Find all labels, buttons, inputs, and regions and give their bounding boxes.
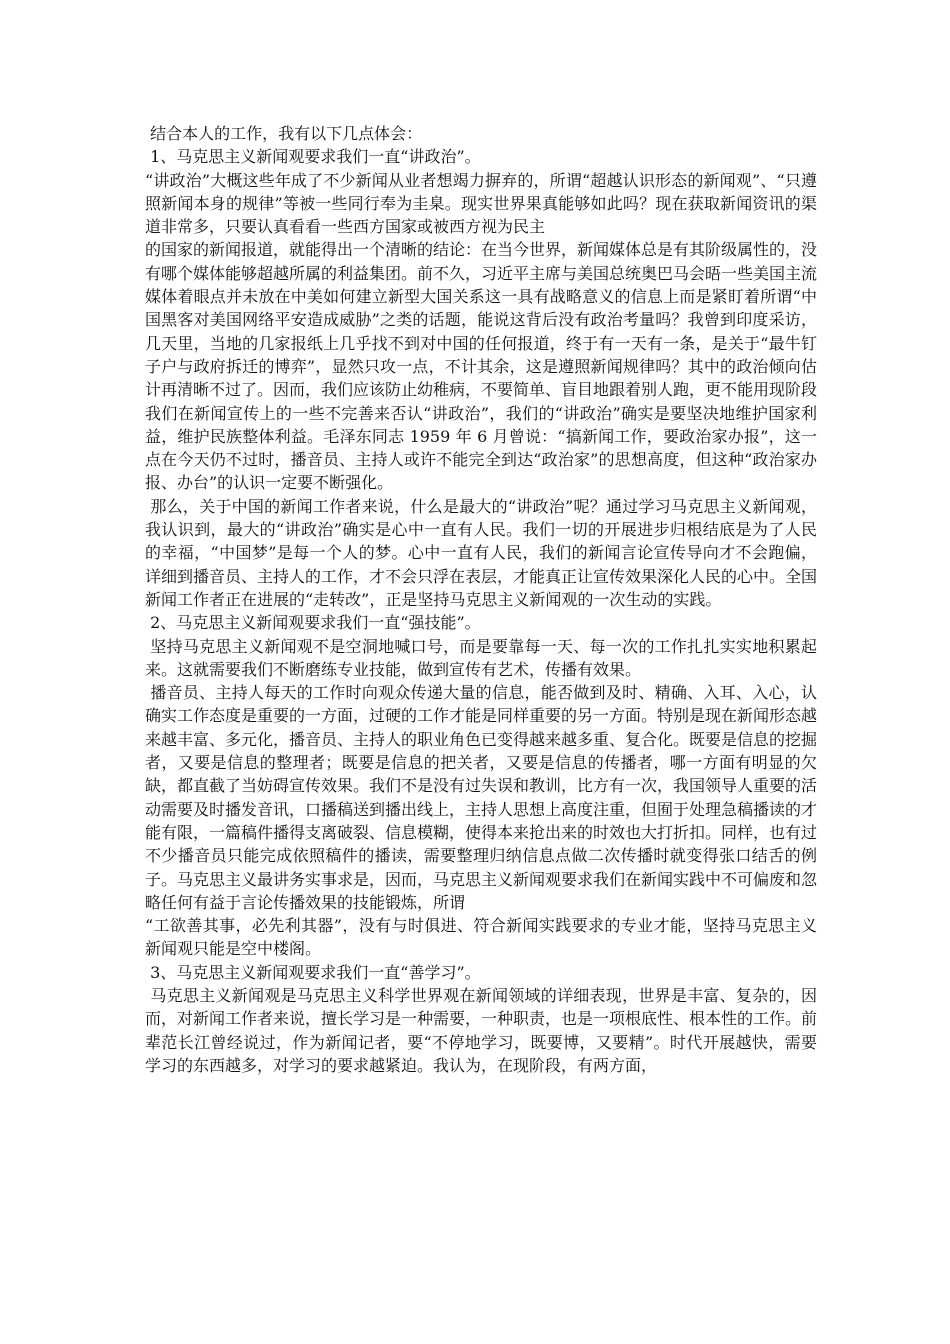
heading-point-1: 1、马克思主义新闻观要求我们一直“讲政治”。 <box>145 147 481 167</box>
paragraph: “工欲善其事，必先利其器”，没有与时俱进、符合新闻实践要求的专业才能，坚持马克思主义新闻观只能是空中楼阁。 <box>145 916 817 959</box>
paragraph: 播音员、主持人每天的工作时向观众传递大量的信息，能否做到及时、精确、入耳、入心，认确实工作态度是重要的一方面，过硬的工作才能是同样重要的另一方面。特别是现在新闻形态越来越丰富、多元化，播音员、主持人的职业角色已变得越来越多重、复合化。既要是信息的挖掘者，又要是信息的整理者；既要是信息的把关者，又要是信息的传播者，哪一方面有明显的欠缺，都直截了当妨碍宣传效果。我们不是没有过失误和教训，比方有一次，我国领导人重要的活动需要及时播发音讯，口播稿送到播出线上，主持人思想上高度注重，但囿于处理急稿播读的才能有限，一篇稿件播得支离破裂、信息模糊，使得本来抢出来的时效也大打折扣。同样，也有过不少播音员只能完成依照稿件的播读，需要整理归纳信息点做二次传播时就变得张口结舌的例子。马克思主义最讲务实事求是，因而，马克思主义新闻观要求我们在新闻实践中不可偏废和忽略任何有益于言论传播效果的技能锻炼，所谓 <box>145 683 818 912</box>
paragraph: 坚持马克思主义新闻观不是空洞地喊口号，而是要靠每一天、每一次的工作扎扎实实地积累起来。这就需要我们不断磨练专业技能，做到宣传有艺术，传播有效果。 <box>145 636 817 679</box>
paragraph: 新闻工作者正在进展的“走转改”，正是坚持马克思主义新闻观的一次生动的实践。 <box>145 589 722 609</box>
paragraph: 的国家的新闻报道，就能得出一个清晰的结论：在当今世界，新闻媒体总是有其阶级属性的，没有哪个媒体能够超越所属的利益集团。前不久，习近平主席与美国总统奥巴马会晤一些美国主流媒体着眼点并未放在中美如何建立新型大国关系这一具有战略意义的信息上而是紧盯着所谓“中国黑客对美国网络平安造成威胁”之类的话题，能说这背后没有政治考量吗？我曾到印度采访，几天里，当地的几家报纸上几乎找不到对中国的任何报道，终于有一天有一条，是关于“最牛钉子户与政府拆迁的博弈”，显然只攻一点，不计其余，这是遵照新闻规律吗？其中的政治倾向估计再清晰不过了。因而，我们应该防止幼稚病，不要简单、盲目地跟着别人跑，更不能用现阶段我们在新闻宣传上的一些不完善来否认“讲政治”，我们的“讲政治”确实是要坚决地维护国家利益，维护民族整体利益。毛泽东同志 1959 年 6 月曾说：“搞新闻工作，要政治家办报”，这一点在今天仍不过时，播音员、主持人或许不能完全到达“政治家”的思想高度，但这种“政治家办报、办台”的认识一定要不断强化。 <box>145 240 818 493</box>
heading-point-2: 2、马克思主义新闻观要求我们一直“强技能”。 <box>145 613 481 633</box>
paragraph: “讲政治”大概这些年成了不少新闻从业者想竭力摒弃的，所谓“超越认识形态的新闻观”、“只遵照新闻本身的规律”等被一些同行奉为圭臬。现实世界果真能够如此吗？现在获取新闻资讯的渠道非常多，只要认真看看一些西方国家或被西方视为民主 <box>145 170 817 237</box>
paragraph: 马克思主义新闻观是马克思主义科学世界观在新闻领域的详细表现，世界是丰富、复杂的，因而，对新闻工作者来说，擅长学习是一种需要，一种职责，也是一项根底性、根本性的工作。前辈范长江曾经说过，作为新闻记者，要“不停地学习，既要博，又要精”。时代开展越快，需要学习的东西越多，对学习的要求越紧迫。我认为，在现阶段，有两方面， <box>145 985 818 1075</box>
paragraph-intro: 结合本人的工作，我有以下几点体会： <box>145 124 423 143</box>
paragraph: 那么，关于中国的新闻工作者来说，什么是最大的“讲政治”呢？通过学习马克思主义新闻观，我认识到，最大的“讲政治”确实是心中一直有人民。我们一切的开展进步归根结底是为了人民的幸福，“中国梦”是每一个人的梦。心中一直有人民，我们的新闻言论宣传导向才不会跑偏，详细到播音员、主持人的工作，才不会只浮在表层，才能真正让宣传效果深化人民的心中。全国 <box>145 496 818 586</box>
document-body <box>145 122 817 1077</box>
heading-point-3: 3、马克思主义新闻观要求我们一直“善学习”。 <box>145 962 481 982</box>
